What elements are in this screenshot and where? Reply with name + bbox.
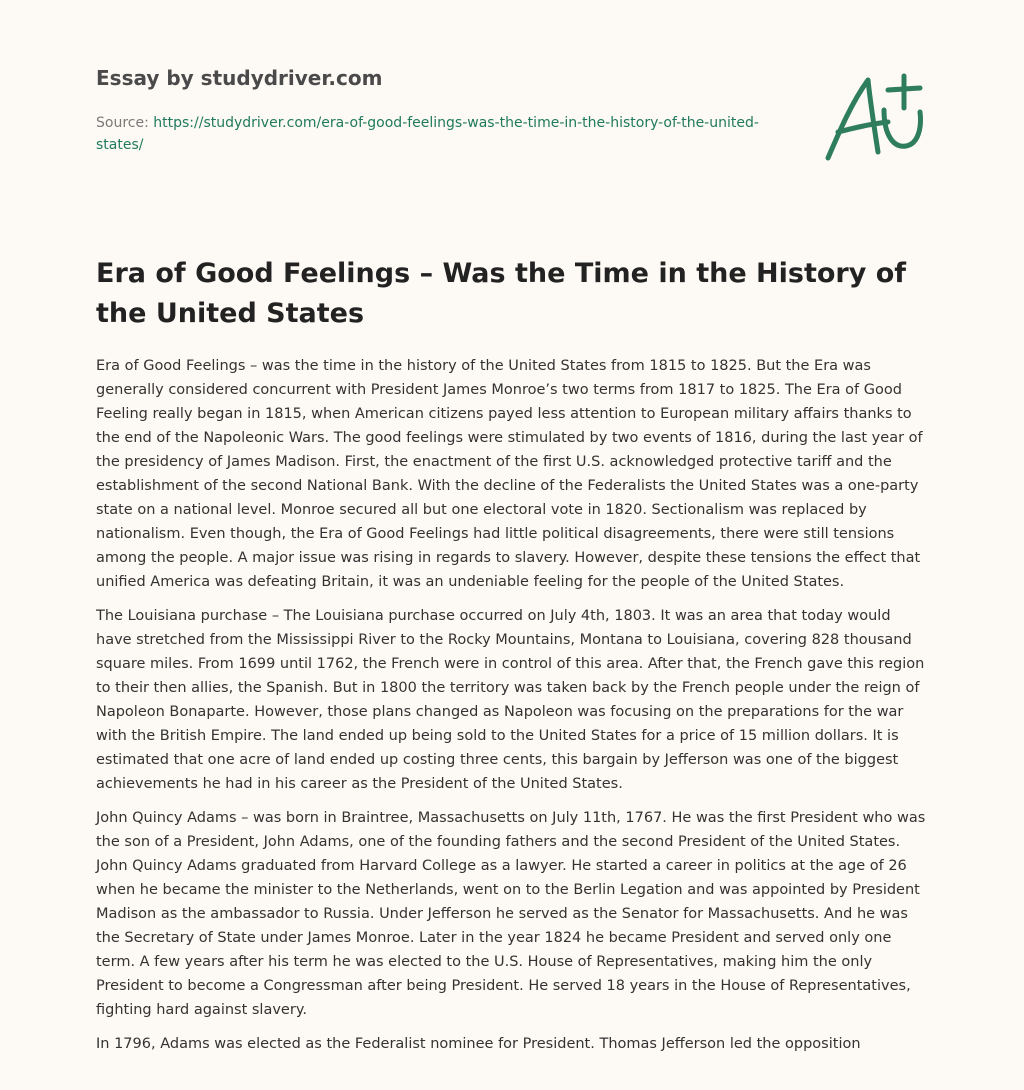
paragraph: Era of Good Feelings – was the time in the history of the United States from 1815 to 1825. But the Era was generally considered concurrent with President James Monroe’s two terms from 1817 to 1825. The Era of Good Feeling really began in 1815, when American citizens payed less attention to European military affairs thanks to the end of the Napoleonic Wars. The good feelings were stimulated by two events of 1816, during the last year of the presidency of James Madison. First, the enactment of the first U.S. acknowledged protective tariff and the establishment of the second National Bank. With the decline of the Federalists the United States was a one-party state on a national level. Monroe secured all but one electoral vote in 1820. Sectionalism was replaced by nationalism. Even though, the Era of Good Feelings had little political disagreements, there were still tensions among the people. A major issue was rising in regards to slavery. However, despite these tensions the effect that unified America was defeating Britain, it was an undeniable feeling for the people of the United States. — [96, 358, 923, 590]
essay-page — [96, 0, 928, 1052]
site-title: Essay by studydriver.com — [96, 66, 383, 90]
paragraph: The Louisiana purchase – The Louisiana purchase occurred on July 4th, 1803. It was an area that today would have stretched from the Mississippi River to the Rocky Mountains, Montana to Louisiana, covering 828 thousand square miles. From 1699 until 1762, the French were in control of this area. After that, the French gave this region to their then allies, the Spanish. But in 1800 the territory was taken back by the French people under the reign of Napoleon Bonaparte. However, those plans changed as Napoleon was focusing on the preparations for the war with the British Empire. The land ended up being sold to the United States for a price of 15 million dollars. It is estimated that one acre of land ended up costing three cents, this bargain by Jefferson was one of the biggest achievements he had in his career as the President of the United States. — [96, 608, 925, 792]
essay-title: Era of Good Feelings – Was the Time in the History of the United States — [96, 258, 907, 329]
paragraph: In 1796, Adams was elected as the Federalist nominee for President. Thomas Jefferson led the opposition — [96, 1036, 861, 1052]
source-line — [96, 112, 776, 156]
source-link[interactable]: https://studydriver.com/era-of-good-feelings-was-the-time-in-the-history-of-the-united-states/ — [96, 115, 759, 153]
source-label: Source: — [96, 115, 154, 131]
essay-body — [96, 354, 928, 1066]
a-plus-logo-icon — [822, 66, 932, 166]
page-header — [96, 0, 928, 200]
paragraph: John Quincy Adams – was born in Braintree, Massachusetts on July 11th, 1767. He was the first President who was the son of a President, John Adams, one of the founding fathers and the second President of the United States. John Quincy Adams graduated from Harvard College as a lawyer. He started a career in politics at the age of 26 when he became the minister to the Netherlands, went on to the Berlin Legation and was appointed by President Madison as the ambassador to Russia. Under Jefferson he served as the Senator for Massachusetts. And he was the Secretary of State under James Monroe. Later in the year 1824 he became President and served only one term. A few years after his term he was elected to the U.S. House of Representatives, making him the only President to become a Congressman after being President. He served 18 years in the House of Representatives, fighting hard against slavery. — [96, 810, 926, 1018]
